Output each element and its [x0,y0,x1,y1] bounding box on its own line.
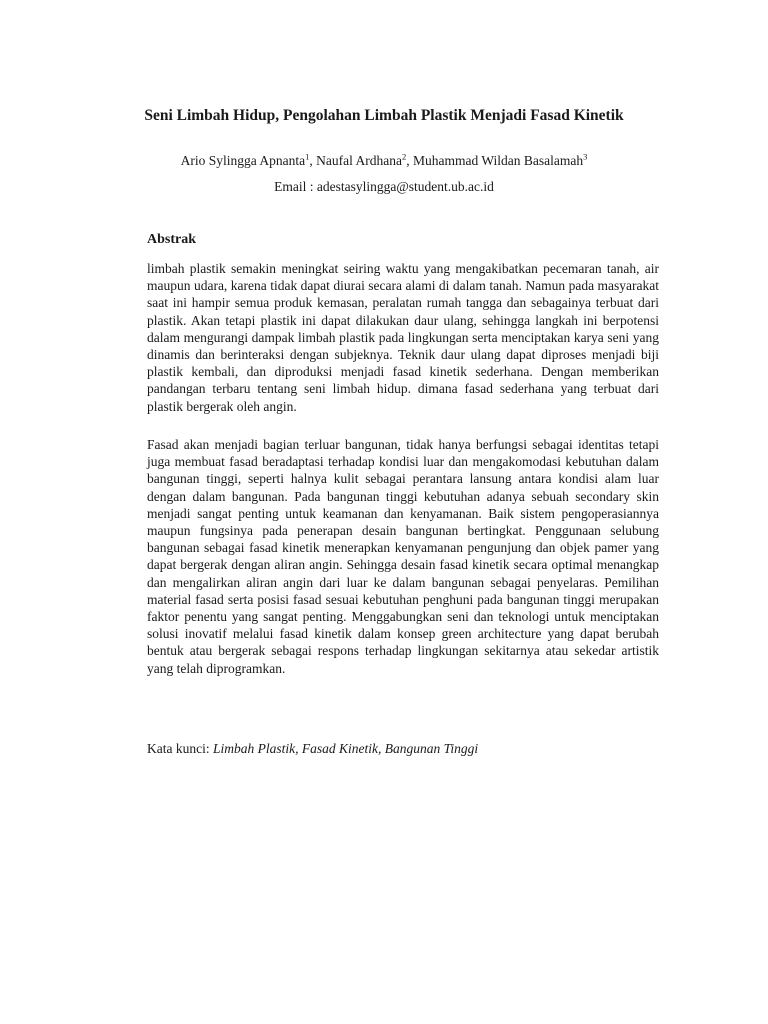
author-list [100,152,668,170]
author-name: Muhammad Wildan Basalamah [412,153,584,168]
author-affiliation-mark: 2 [401,151,407,162]
keywords-line [147,740,478,758]
paper-title: Seni Limbah Hidup, Pengolahan Limbah Plastik Menjadi Fasad Kinetik [144,107,624,124]
keywords-text: Limbah Plastik, Fasad Kinetik, Bangunan Tinggi [212,741,479,756]
author-email: Email : adestasylingga@student.ub.ac.id [274,179,494,194]
author-affiliation-mark: 1 [305,151,310,162]
abstract-heading: Abstrak [147,232,197,247]
author-name: Naufal Ardhana [316,153,402,168]
abstract-paragraph: limbah plastik semakin meningkat seiring waktu yang mengakibatkan pecemaran tanah, air maupun udara, karena tidak dapat diurai secara alami di dalam tanah. Namun pada masyarakat saat ini hampir semua produk kemasan, peralatan rumah tangga dan sebagainya terbuat dari plastik. Akan tetapi plastik ini dapat dilakukan daur ulang, sehingga langkah ini berpotensi dalam mengurangi dampak limbah plastik pada lingkungan serta menciptakan karya seni yang dinamis dan berinteraksi dengan subjeknya. Teknik daur ulang dapat diproses menjadi biji plastik kembali, dan diproduksi menjadi fasad kinetik sederhana. Dengan memberikan pandangan terbaru tentang seni limbah hidup. dimana fasad sederhana yang terbuat dari plastik bergerak oleh angin. [147,261,659,414]
abstract-paragraph: Fasad akan menjadi bagian terluar bangunan, tidak hanya berfungsi sebagai identitas tetapi juga membuat fasad beradaptasi terhadap kondisi luar dan mengakomodasi kebutuhan dalam bangunan tinggi, seperti halnya kulit sebagai perantara lansung antara kondisi alam luar dengan dalam bangunan. Pada bangunan tinggi kebutuhan adanya sebuah secondary skin menjadi sangat penting untuk keamanan dan kenyamanan. Baik sistem pengoperasiannya maupun fungsinya pada penerapan desain bangunan bertingkat. Penggunaan selubung bangunan sebagai fasad kinetik menerapkan kenyamanan pengunjung dan objek pamer yang dapat bergerak dengan aliran angin. Sehingga desain fasad kinetik secara optimal menangkap dan mengalirkan aliran angin dari luar ke dalam bangunan sebagai penyelaras. Pemilihan material fasad serta posisi fasad sesuai kebutuhan penghuni pada bangunan tinggi merupakan faktor penentu yang sangat penting. Menggabungkan seni dan teknologi untuk menciptakan solusi inovatif melalui fasad kinetik dalam konsep green architecture yang dapat berubah bentuk atau bergerak sebagai respons terhadap lingkungan sekitarnya atau sekedar artistik yang telah diprogramkan. [147,437,659,676]
author-name: Ario Sylingga Apnanta [180,153,306,168]
keywords-label: Kata kunci: [147,741,213,756]
author-separator: , [309,153,317,168]
author-affiliation-mark: 3 [583,151,588,162]
author-separator: , [406,153,413,168]
